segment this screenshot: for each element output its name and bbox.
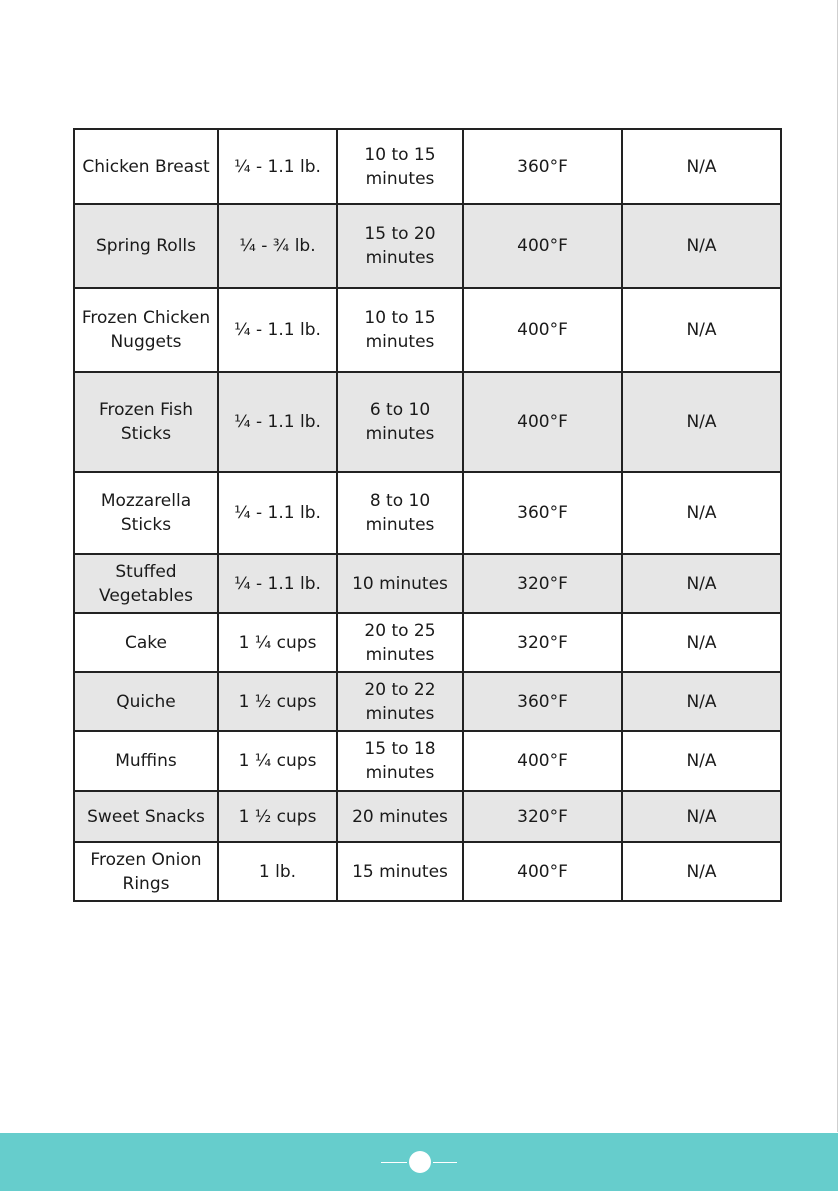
amount-cell: ¼ - 1.1 lb. (218, 372, 337, 472)
food-cell: Mozzarella Sticks (74, 472, 218, 554)
table-row (74, 204, 781, 288)
temperature-cell: 320°F (463, 791, 622, 842)
food-cell: Muffins (74, 731, 218, 791)
footer-band (0, 1133, 838, 1191)
temperature-cell: 320°F (463, 613, 622, 672)
temperature-cell: 360°F (463, 672, 622, 731)
time-cell: 15 to 20 minutes (337, 204, 463, 288)
temperature-cell: 320°F (463, 554, 622, 613)
table-row (74, 842, 781, 901)
note-cell: N/A (622, 288, 781, 372)
note-cell: N/A (622, 731, 781, 791)
time-cell: 20 to 25 minutes (337, 613, 463, 672)
table-row (74, 672, 781, 731)
temperature-cell: 360°F (463, 129, 622, 204)
amount-cell: ¼ - 1.1 lb. (218, 472, 337, 554)
temperature-cell: 400°F (463, 842, 622, 901)
amount-cell: 1 ½ cups (218, 791, 337, 842)
time-cell: 8 to 10 minutes (337, 472, 463, 554)
table-row (74, 372, 781, 472)
food-cell: Stuffed Vegetables (74, 554, 218, 613)
amount-cell: 1 lb. (218, 842, 337, 901)
note-cell: N/A (622, 472, 781, 554)
food-cell: Frozen Fish Sticks (74, 372, 218, 472)
footer-right-line (433, 1162, 457, 1163)
temperature-cell: 400°F (463, 372, 622, 472)
food-cell: Spring Rolls (74, 204, 218, 288)
food-cell: Cake (74, 613, 218, 672)
table-row (74, 791, 781, 842)
time-cell: 10 minutes (337, 554, 463, 613)
note-cell: N/A (622, 554, 781, 613)
amount-cell: ¼ - 1.1 lb. (218, 129, 337, 204)
time-cell: 20 minutes (337, 791, 463, 842)
note-cell: N/A (622, 613, 781, 672)
table-row (74, 472, 781, 554)
time-cell: 6 to 10 minutes (337, 372, 463, 472)
amount-cell: 1 ¼ cups (218, 613, 337, 672)
amount-cell: ¼ - 1.1 lb. (218, 554, 337, 613)
food-cell: Quiche (74, 672, 218, 731)
food-cell: Frozen Onion Rings (74, 842, 218, 901)
amount-cell: ¼ - ¾ lb. (218, 204, 337, 288)
time-cell: 10 to 15 minutes (337, 288, 463, 372)
footer-left-line (381, 1162, 407, 1163)
note-cell: N/A (622, 372, 781, 472)
time-cell: 15 minutes (337, 842, 463, 901)
temperature-cell: 360°F (463, 472, 622, 554)
temperature-cell: 400°F (463, 731, 622, 791)
note-cell: N/A (622, 791, 781, 842)
note-cell: N/A (622, 129, 781, 204)
food-cell: Sweet Snacks (74, 791, 218, 842)
time-cell: 15 to 18 minutes (337, 731, 463, 791)
table-row (74, 731, 781, 791)
temperature-cell: 400°F (463, 204, 622, 288)
time-cell: 20 to 22 minutes (337, 672, 463, 731)
table-row (74, 613, 781, 672)
amount-cell: 1 ¼ cups (218, 731, 337, 791)
food-cell: Frozen Chicken Nuggets (74, 288, 218, 372)
page-number-circle-icon (409, 1151, 431, 1173)
time-cell: 10 to 15 minutes (337, 129, 463, 204)
amount-cell: ¼ - 1.1 lb. (218, 288, 337, 372)
cooking-chart-table (73, 128, 782, 902)
temperature-cell: 400°F (463, 288, 622, 372)
table-row (74, 129, 781, 204)
table-row (74, 288, 781, 372)
note-cell: N/A (622, 842, 781, 901)
table-row (74, 554, 781, 613)
food-cell: Chicken Breast (74, 129, 218, 204)
note-cell: N/A (622, 204, 781, 288)
amount-cell: 1 ½ cups (218, 672, 337, 731)
note-cell: N/A (622, 672, 781, 731)
